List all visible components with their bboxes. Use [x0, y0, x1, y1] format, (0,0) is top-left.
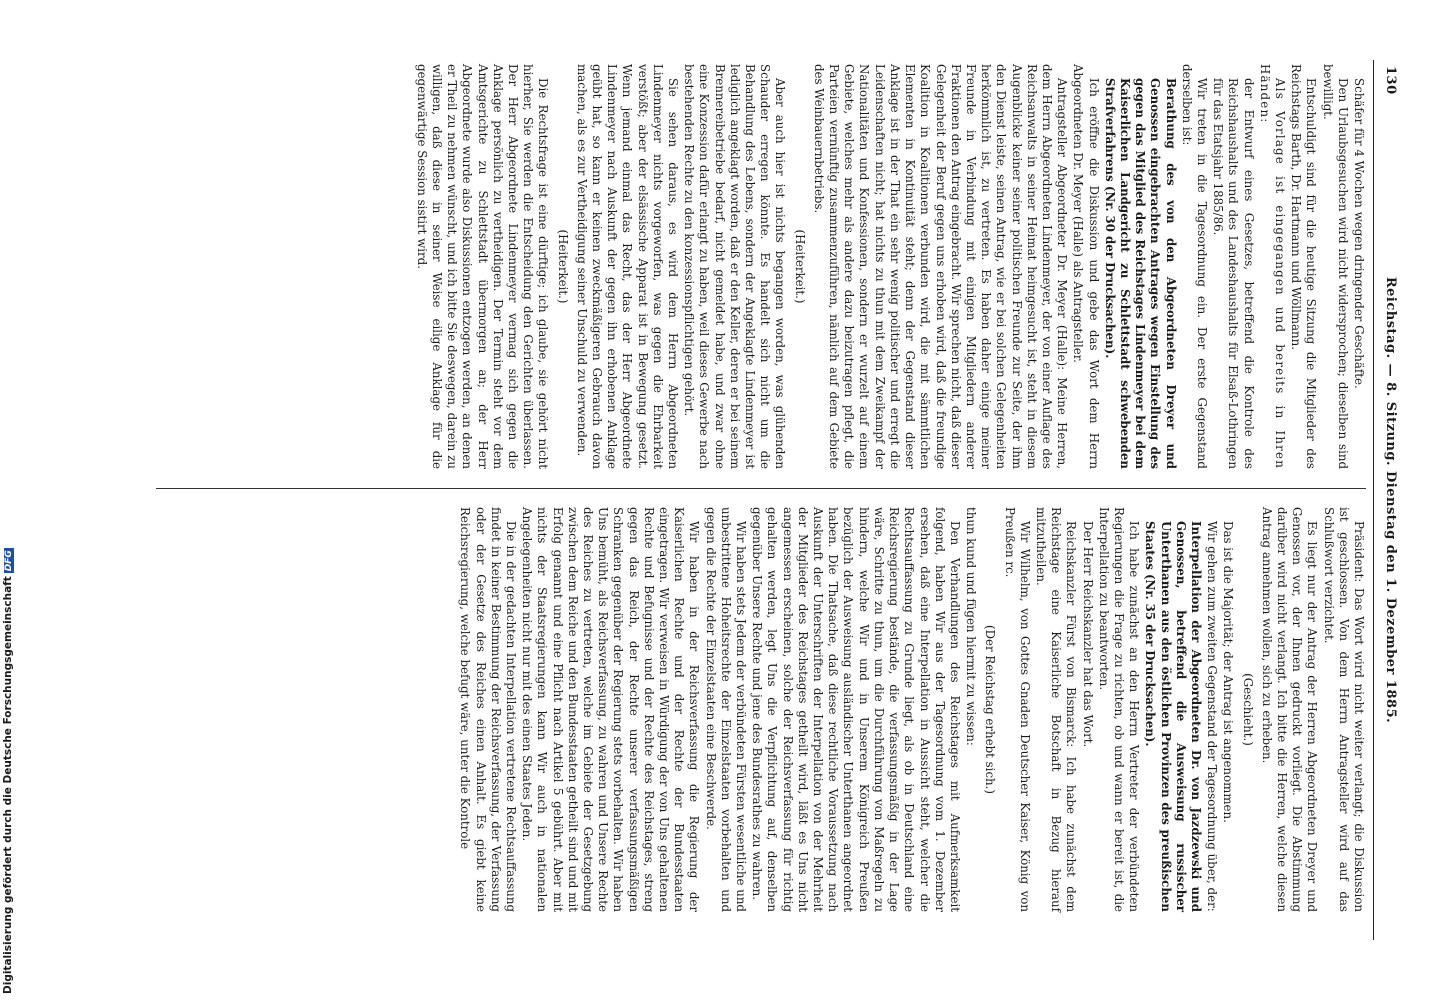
- paragraph: Interpellation der Abgeordneten Dr. von Jazdzewski und Genossen, betreffend die Ausweisung russischer Unterthanen aus den östlichen Provinzen des preußischen Staates (Nr. 35 der Drucksachen).: [1143, 521, 1203, 912]
- document-page: [110, 60, 1400, 940]
- paragraph: Ich habe zunächst an den Herrn Vertreter der verbündeten Regierungen die Frage zu richten, ob und wann er bereit ist, die Interpellation zu beantworten.: [1096, 507, 1142, 912]
- paragraph: Aber auch hier ist nichts begangen worden, was glühenden Schauder erregen könnte. Es handelt sich nicht um die Behandlung des Lebens, sondern der Angeklagte Lindenmeyer ist lediglich angeklagt worden, daß er den Keller, deren er bei seinem Brennereibetriebe bedarf, nicht gemeldet habe, und zwar ohne eine Konzession dafür erlangt zu haben, weil dieses Gewerbe nach bestehenden Rechte zu den konzessionspflichtigen gehört.: [682, 64, 788, 469]
- stage-direction: (Geschieht.): [1240, 673, 1255, 746]
- page-number: 130: [1383, 66, 1398, 95]
- right-column: [456, 507, 1366, 912]
- paragraph: Wir Wilhelm, von Gottes Gnaden Deutscher Kaiser, König von Preußen rc.: [1002, 507, 1032, 912]
- running-header: [1376, 60, 1400, 940]
- header-title: Reichstag. — 8. Sitzung. Dienstag den 1. Dezember 1885.: [1383, 276, 1398, 724]
- paragraph: Den Verhandlungen des Reichstages mit Aufmerksamkeit folgend, haben Wir aus der Tagesordnung vom 1. Dezember ersehen, daß eine Interpellation in Aussicht steht, welcher die Rechtsauffassung zu Grunde liegt, als ob in Deutschland eine Reichsregierung bestände, die verfassungsmäßig in der Lage wäre, Schritte zu thun, um die Durchführung von Maßregeln zu hindern, welche Wir und in Unserem Königreich Preußen bezüglich der Ausweisung ausländischer Unterthanen angeordnet haben. Die Thatsache, daß diese rechtliche Voraussetzung nach Auskunft der Unterschriften der Interpellation von der Mehrheit der Mitglieder des Reichstages getheilt wird, läßt es Uns nicht angemessen erscheinen, solche der Reichsverfassung für richtig gehalten werden, legt Uns die Verpflichtung auf, denselben gegenüber Unsere Rechte und jene des Bundesrathes zu wahren.: [750, 507, 962, 912]
- paragraph: Reichskanzler Fürst von Bismarck: Ich habe zunächst dem Reichstage eine Kaiserliche Botschaft in Bezug hierauf mitzutheilen.: [1033, 507, 1079, 912]
- paragraph: Wir haben stets Jedem der verbündeten Fürsten wesentliche und unbestrittene Hoheitsrechte der Einzelstaaten vorbehalten und gegen die Rechte der Einzelstaaten eine Beschwerde.: [703, 507, 749, 912]
- paragraph: Entschuldigt sind für die heutige Sitzung die Mitglieder des Reichstags Barth, Dr. Hartmann und Wöllmann.: [1289, 64, 1319, 469]
- paragraph: Wir haben in der Reichsverfassung die Regierung der Kaiserlichen Rechte und der Rechte der Bundesstaaten eingetragen. Wir verweisen in Würdigung der von Uns gehaltenen Rechte und Befugnisse und der Rechte des Reichstages, streng gegen das Reich, der Rechte unserer verfassungsmäßigen Schranken gegenüber der Regierung stets vorbehalten. Wir haben Uns bemüht, als Reichsverfassung, zu wahren und Unsere Rechte des Reiches zu vertreten, welche im Gebiete der Gesetzgebung zwischen dem Reiche und den Bundesstaaten getheilt sind und mit Erfolg genannt und eine Pflicht nach Artikel 5 gebührt. Aber mit nichts der Staatsregierungen kann Wir auch in nationalen Angelegenheiten nicht nur mit des einen Staates Jeden.: [520, 507, 702, 912]
- paragraph: Als Vorlage ist eingegangen und bereits in Ihren Händen:: [1257, 64, 1287, 469]
- paragraph: Präsident: Das Wort wird nicht weiter verlangt; die Diskussion ist geschlossen. Von dem Herrn Antragsteller wird auf das Schlußwort verzichtet.: [1321, 507, 1366, 912]
- paragraph: Wir gehen zum zweiten Gegenstand der Tagesordnung über, der:: [1205, 521, 1220, 912]
- paragraph: thun kund und fügen hiermit zu wissen:: [964, 507, 979, 746]
- stage-direction: (Der Reichstag erhebt sich.): [983, 624, 998, 795]
- digitization-text-wrap: [2, 548, 14, 994]
- paragraph: Den Urlaubsgesuchen wird nicht widersprochen; dieselben sind bewilligt.: [1320, 64, 1350, 469]
- column-divider: [156, 488, 1366, 489]
- paragraph: Berathung des von den Abgeordneten Dreyer und Genossen eingebrachten Antrages wegen Einstellung des gegen das Mitglied des Reichstages Lindenmeyer bei dem Kaiserlichen Landgericht zu Schlettstadt schwebenden Strafverfahrens (Nr. 30 der Drucksachen).: [1102, 78, 1178, 469]
- paragraph: Sie sehen daraus, es wird dem Herrn Abgeordneten Lindenmeyer nichts vorgeworfen, was gegen die Ehrbarkeit verstößt; aber der elsässische Apparat ist in Bewegung gesetzt. Wenn jemand einmal das Recht, das der Herr Abgeordnete Lindenmeyer nach Auskunft der gegen ihn erhobenen Anklage geübt hat, so kann er keinen zweckmäßigeren Gebrauch davon machen, als es zur Vertheidigung seiner Unschuld zu verwenden.: [574, 64, 681, 469]
- paragraph: Es liegt nur der Antrag der Herren Abgeordneten Dreyer und Genossen vor, der Ihnen gedruckt vorliegt. Die Abstimmung darüber wird nicht verlangt. Ich bitte die Herren, welche diesen Antrag annehmen wollen, sich zu erheben.: [1259, 507, 1320, 912]
- paragraph: Der Herr Reichskanzler hat das Wort.: [1080, 521, 1095, 748]
- paragraph: Ich eröffne die Diskussion und gebe das Wort dem Herrn Abgeordneten Dr. Meyer (Halle) als Antragsteller.: [1071, 64, 1101, 469]
- paragraph: Schäfer für 4 Wochen wegen dringender Geschäfte.: [1352, 78, 1366, 389]
- left-column: [413, 64, 1366, 469]
- stage-direction: (Heiterkeit.): [792, 229, 807, 304]
- digitization-text: Digitalisierung gefördert durch die Deutsche Forschungsgemeinschaft: [2, 576, 14, 994]
- paragraph: Antragsteller Abgeordneter Dr. Meyer (Halle): Meine Herren, dem Herrn Abgeordneten Lindenmeyer, der von einer Auflage des Reichsanwalts in seiner Heimat heimgesucht ist, steht in diesem Augenblicke keiner seiner politischen Freunde zur Seite, der ihm den Dienst leiste, seinen Antrag, wie er bei solchen Gelegenheiten herkömmlich ist, zu vertreten. Es haben daher einige meiner Freunde in Verbindung mit einigen Mitgliedern anderer Fraktionen den Antrag eingebracht. Wir sprechen nicht, daß dieser Gelegenheit der Beruf gegen uns erhoben wird, daß die freundige Koalition in Koalitionen verbunden wird, die mit sämmtlichen Elementen in Kontinuität steht; denn der Gegenstand dieser Anklage ist in der That ein sehr wenig politischer und erregt die Leidenschaften nicht; hat nichts zu thun mit dem Zweikampf der Nationalitäten und Konfessionen, sondern er wurzelt auf einem Gebiete, welches mehr als andere dazu beizutragen pflegt, die Parteien vernünftig zusammenzuführen, nämlich auf dem Gebiete des Weinbauernbetriebs.: [811, 64, 1070, 469]
- paragraph: Die in der gedachten Interpellation vertretene Rechtsauffassung findet in keiner Bestimmung der Reichsverfassung, der Verfassung oder der Gesetze des Reiches einen Anhalt. Es giebt keine Reichsregierung, welche befugt wäre, unter die Kontrole: [458, 507, 519, 912]
- paragraph: der Entwurf eines Gesetzes, betreffend die Kontrole des Reichshaushalts und des Landeshaushalts für Elsaß-Lothringen für das Etatsjahr 1885/86.: [1211, 78, 1256, 469]
- header-rule: [1373, 60, 1374, 940]
- paragraph: Wir treten in die Tagesordnung ein. Der erste Gegenstand derselben ist:: [1179, 64, 1209, 469]
- stage-direction: (Heiterkeit.): [555, 229, 570, 304]
- dfg-logo: DFG: [4, 550, 14, 572]
- paragraph: Das ist die Majorität; der Antrag ist angenommen.: [1221, 521, 1236, 823]
- paragraph: Die Rechtsfrage ist eine dürftige; ich glaube, sie gehört nicht hierher, Sie werden die Entscheidung den Gerichten überlassen. Der Herr Abgeordnete Lindenmeyer vermag sich gegen die Anklage persönlich zu vertheidigen. Der Termin steht vor dem Amtsgerichte zu Schlettstadt übermorgen an; der Herr Abgeordnete wurde also Diskussionen entzogen werden, an denen er Theil zu nehmen wünscht, und ich bitte Sie deswegen, darein zu willigen, daß diese in seiner Weise eilige Anklage für die gegenwärtige Session sistirt wird.: [414, 64, 551, 469]
